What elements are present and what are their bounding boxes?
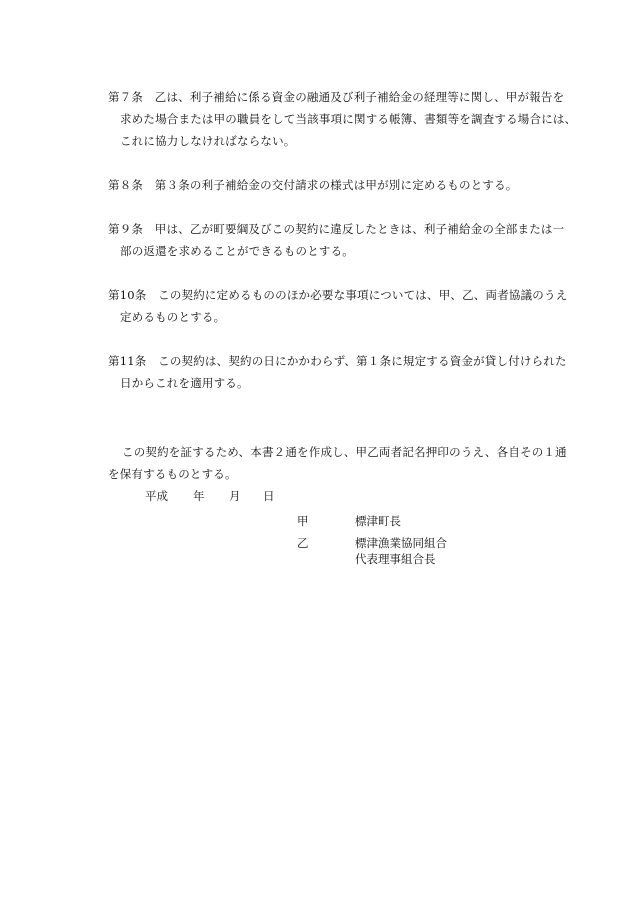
article-8 [108, 174, 573, 196]
party-b-name: 標津漁業協同組合 [355, 536, 447, 550]
article-11-line-1: 第11条 この契約は、契約の日にかかわらず、第１条に規定する資金が貸し付けられた [108, 354, 567, 368]
party-a-role: 甲 [297, 514, 309, 528]
closing-line-1: この契約を証するため、本書２通を作成し、甲乙両者記名押印のうえ、各自その１通 [122, 445, 567, 459]
article-7 [108, 86, 577, 152]
article-10-line-1: 第10条 この契約に定めるもののほか必要な事項については、甲、乙、両者協議のうえ [108, 288, 568, 302]
party-b-representative-title: 代表理事組合長 [355, 552, 436, 566]
article-7-line-1: 第７条 乙は、利子補給に係る資金の融通及び利子補給金の経理等に関し、甲が報告を [108, 90, 565, 104]
date-day-label: 日 [263, 489, 275, 503]
party-b-role: 乙 [297, 536, 309, 550]
article-11 [108, 350, 573, 394]
article-10 [108, 284, 573, 328]
article-7-line-3: これに協力しなければならない。 [120, 134, 296, 148]
closing-line-2: を保有するものとする。 [108, 467, 237, 481]
date-era: 平成 [145, 489, 168, 503]
article-10-line-2: 定めるものとする。 [120, 310, 226, 324]
article-7-line-2: 求めた場合または甲の職員をして当該事項に関する帳簿、書類等を調査する場合には、 [120, 112, 577, 126]
article-8-line-1: 第８条 第３条の利子補給金の交付請求の様式は甲が別に定めるものとする。 [108, 178, 518, 192]
closing-clause [108, 441, 578, 485]
party-a-name: 標津町長 [355, 514, 401, 528]
article-11-line-2: 日からこれを適用する。 [120, 376, 249, 390]
date-year-label: 年 [193, 489, 205, 503]
date-month-label: 月 [229, 489, 241, 503]
article-9-line-1: 第９条 甲は、乙が町要綱及びこの契約に違反したときは、利子補給金の全部または一 [108, 222, 565, 236]
article-9-line-2: 部の返還を求めることができるものとする。 [120, 244, 354, 258]
article-9 [108, 218, 573, 262]
